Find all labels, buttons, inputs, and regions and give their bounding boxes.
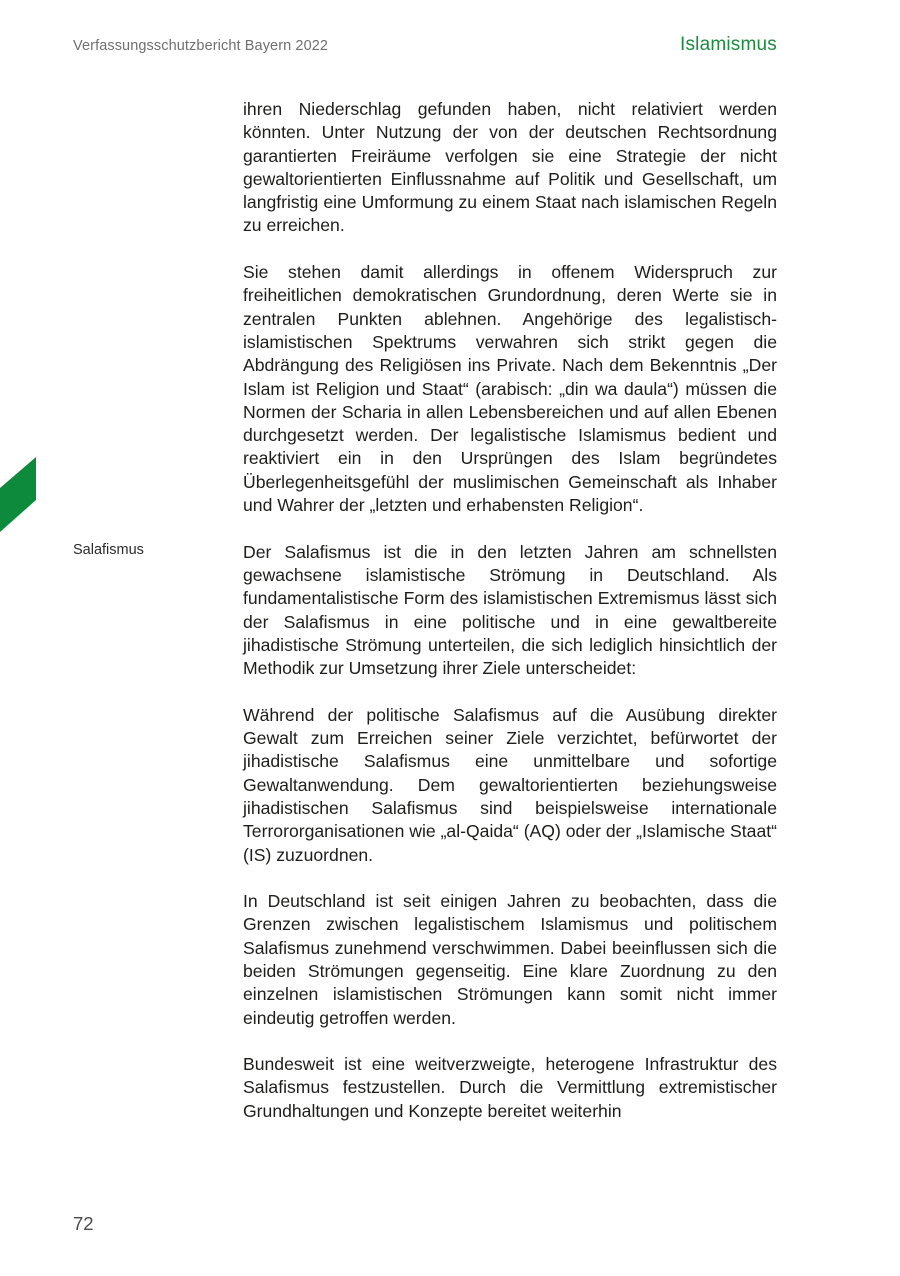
running-head-chapter: Islamismus (679, 34, 777, 55)
paragraph: In Deutschland ist seit einigen Jahren zu beobachten, dass die Grenzen zwischen legalistischem Islamismus und politischem Salafismus zunehmend verschwimmen. Dabei beeinflussen sich die beiden Strömungen gegenseitig. Eine klare Zuordnung zu den einzelnen islamistischen Strömungen kann somit nicht immer eindeutig getroffen werden. (243, 891, 777, 1028)
paragraph: ihren Niederschlag gefunden haben, nicht relativiert werden könnten. Unter Nutzung der von der deutschen Rechtsordnung garantierten Freiräume verfolgen sie eine Strategie der nicht gewaltorientierten Einflussnahme auf Politik und Gesellschaft, um langfristig eine Umformung zu einem Staat nach islamischen Regeln zu erreichen. (243, 99, 777, 236)
paragraph: Der Salafismus ist die in den letzten Jahren am schnellsten gewachsene islamistische Strömung in Deutschland. Als fundamentalistische Form des islamistischen Extremismus lässt sich der Salafismus in eine politische und in eine gewaltbereite jihadistische Strömung unterteilen, die sich lediglich hinsichtlich der Methodik zur Umsetzung ihrer Ziele unterscheidet: (243, 541, 777, 679)
margin-label-salafismus: Salafismus (73, 542, 144, 558)
paragraph: Sie stehen damit allerdings in offenem Widerspruch zur freiheitlichen demokratischen Grundordnung, deren Werte sie in zentralen Punkten ablehnen. Angehörige des legalistisch-islamistischen Spektrums verwahren sich strikt gegen die Abdrängung des Religiösen ins Private. Nach dem Bekenntnis „Der Islam ist Religion und Staat“ (arabisch: „din wa daula“) müssen die Normen der Scharia in allen Lebensbereichen und auf allen Ebenen durchgesetzt werden. Der legalistische Islamismus bedient und reaktiviert ein in den Ursprüngen des Islam begründetes Überlegenheitsgefühl der muslimischen Gemeinschaft als Inhaber und Wahrer der „letzten und erhabensten Religion“. (243, 262, 777, 516)
running-head-publication: Verfassungsschutzbericht Bayern 2022 (73, 38, 329, 54)
chapter-tab-marker (0, 0, 40, 1276)
chapter-tab-shape (0, 457, 36, 532)
paragraph: Bundesweit ist eine weitverzweigte, heterogene Infrastruktur des Salafismus festzustellen. Durch die Vermittlung extremistischer Grundhaltungen und Konzepte bereitet weiterhin (243, 1054, 777, 1121)
body-text (243, 98, 777, 1146)
page-number: 72 (73, 1213, 94, 1234)
paragraph: Während der politische Salafismus auf die Ausübung direkter Gewalt zum Erreichen seiner Ziele verzichtet, befürwortet der jihadistische Salafismus eine unmittelbare und sofortige Gewaltanwendung. Dem gewaltorientierten beziehungsweise jihadistischen Salafismus sind beispielsweise internationale Terrororganisationen wie „al-Qaida“ (AQ) oder der „Islamische Staat“ (IS) zuzuordnen. (243, 704, 777, 865)
